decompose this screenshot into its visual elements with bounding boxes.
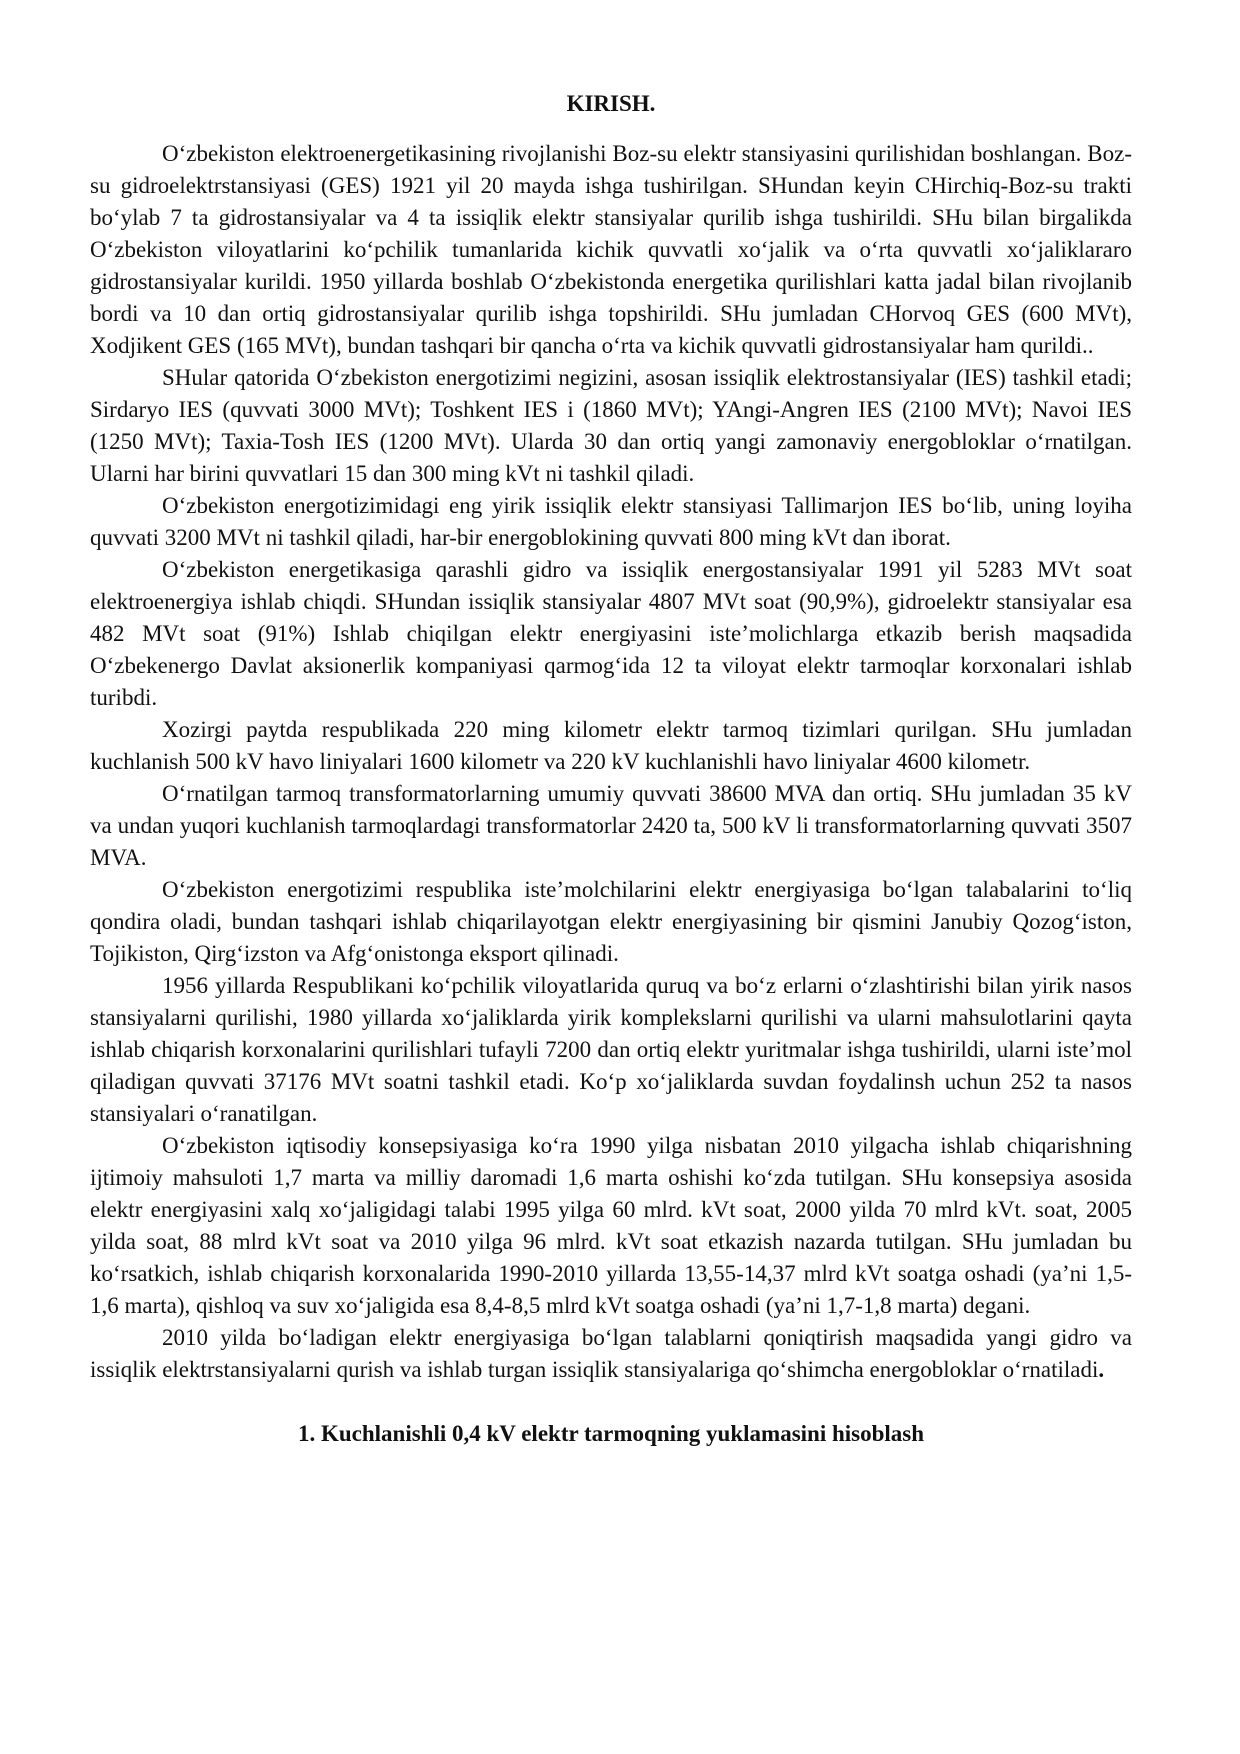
paragraph-7: O‘zbekiston energotizimi respublika iste’molchilarini elektr energiyasiga bo‘lgan talabalarini to‘liq qondira oladi, bundan tashqari ishlab chiqarilayotgan elektr energiyasining bir qismini Janubiy Qozog‘iston, Tojikiston, Qirg‘izston va Afg‘onistonga eksport qilinadi. <box>90 877 1132 966</box>
paragraph-10-end-period: . <box>1098 1357 1105 1382</box>
paragraph-2: SHular qatorida O‘zbekiston energotizimi negizini, asosan issiqlik elektrostansiyalar (IES) tashkil etadi; Sirdaryo IES (quvvati 3000 MVt); Toshkent IES i (1860 MVt); YAngi-Angren IES (2100 MVt); Navoi IES (1250 MVt); Taxia-Tosh IES (1200 MVt). Ularda 30 dan ortiq yangi zamonaviy energobloklar o‘rnatilgan. Ularni har birini quvvatlari 15 dan 300 ming kVt ni tashkil qiladi. <box>90 365 1132 486</box>
document-body <box>90 88 1132 1450</box>
section-heading: 1. Kuchlanishli 0,4 kV elektr tarmoqning yuklamasini hisoblash <box>297 1421 925 1446</box>
paragraph-6: O‘rnatilgan tarmoq transformatorlarning umumiy quvvati 38600 MVA dan ortiq. SHu jumladan 35 kV va undan yuqori kuchlanish tarmoqlardagi transformatorlar 2420 ta, 500 kV li transformatorlarning quvvati 3507 MVA. <box>90 781 1132 870</box>
paragraph-10 <box>90 1322 1132 1386</box>
paragraph-4: O‘zbekiston energetikasiga qarashli gidro va issiqlik energostansiyalar 1991 yil 5283 MVt soat elektroenergiya ishlab chiqdi. SHundan issiqlik stansiyalar 4807 MVt soat (90,9%), gidroelektr stansiyalar esa 482 MVt soat (91%) Ishlab chiqilgan elektr energiyasini iste’molichlarga etkazib berish maqsadida O‘zbekenergo Davlat aksionerlik kompaniyasi qarmog‘ida 12 ta viloyat elektr tarmoqlar korxonalari ishlab turibdi. <box>90 557 1132 710</box>
paragraph-8: 1956 yillarda Respublikani ko‘pchilik viloyatlarida quruq va bo‘z erlarni o‘zlashtirishi bilan yirik nasos stansiyalarni qurilishi, 1980 yillarda xo‘jaliklarda yirik komplekslarni qurilishi va ularni mahsulotlarini qayta ishlab chiqarish korxonalarini qurilishlari tufayli 7200 dan ortiq elektr yuritmalar ishga tushirildi, ularni iste’mol qiladigan quvvati 37176 MVt soatni tashkil etadi. Ko‘p xo‘jaliklarda suvdan foydalinsh uchun 252 ta nasos stansiyalari o‘ranatilgan. <box>90 973 1132 1126</box>
paragraph-1: O‘zbekiston elektroenergetikasining rivojlanishi Boz-su elektr stansiyasini qurilishidan boshlangan. Boz-su gidroelektrstansiyasi (GES) 1921 yil 20 mayda ishga tushirilgan. SHundan keyin CHirchiq-Boz-su trakti bo‘ylab 7 ta gidrostansiyalar va 4 ta issiqlik elektr stansiyalar qurilib ishga tushirildi. SHu bilan birgalikda O‘zbekiston viloyatlarini ko‘pchilik tumanlarida kichik quvvatli xo‘jalik va o‘rta quvvatli xo‘jaliklararo gidrostansiyalar kurildi. 1950 yillarda boshlab O‘zbekistonda energetika qurilishlari katta jadal bilan rivojlanib bordi va 10 dan ortiq gidrostansiyalar qurilib ishga topshirildi. SHu jumladan CHorvoq GES (600 MVt), Xodjikent GES (165 MVt), bundan tashqari bir qancha o‘rta va kichik quvvatli gidrostansiyalar ham qurildi.. <box>90 141 1132 358</box>
page-title: KIRISH. <box>566 91 656 116</box>
paragraph-5: Xozirgi paytda respublikada 220 ming kilometr elektr tarmoq tizimlari qurilgan. SHu jumladan kuchlanish 500 kV havo liniyalari 1600 kilometr va 220 kV kuchlanishli havo liniyalar 4600 kilometr. <box>90 717 1132 774</box>
paragraph-10-text: 2010 yilda bo‘ladigan elektr energiyasiga bo‘lgan talablarni qoniqtirish maqsadida yangi gidro va issiqlik elektrstansiyalarni qurish va ishlab turgan issiqlik stansiyalariga qo‘shimcha energobloklar o‘rnatiladi <box>90 1325 1132 1382</box>
paragraph-9: O‘zbekiston iqtisodiy konsepsiyasiga ko‘ra 1990 yilga nisbatan 2010 yilgacha ishlab chiqarishning ijtimoiy mahsuloti 1,7 marta va milliy daromadi 1,6 marta oshishi ko‘zda tutilgan. SHu konsepsiya asosida elektr energiyasini xalq xo‘jaligidagi talabi 1995 yilga 60 mlrd. kVt soat, 2000 yilda 70 mlrd kVt. soat, 2005 yilda soat, 88 mlrd kVt soat va 2010 yilga 96 mlrd. kVt soat etkazish nazarda tutilgan. SHu jumladan bu ko‘rsatkich, ishlab chiqarish korxonalarida 1990-2010 yillarda 13,55-14,37 mlrd kVt soatga oshadi (ya’ni 1,5-1,6 marta), qishloq va suv xo‘jaligida esa 8,4-8,5 mlrd kVt soatga oshadi (ya’ni 1,7-1,8 marta) degani. <box>90 1133 1132 1318</box>
paragraph-3: O‘zbekiston energotizimidagi eng yirik issiqlik elektr stansiyasi Tallimarjon IES bo‘lib, uning loyiha quvvati 3200 MVt ni tashkil qiladi, har-bir energoblokining quvvati 800 ming kVt dan iborat. <box>90 493 1132 550</box>
